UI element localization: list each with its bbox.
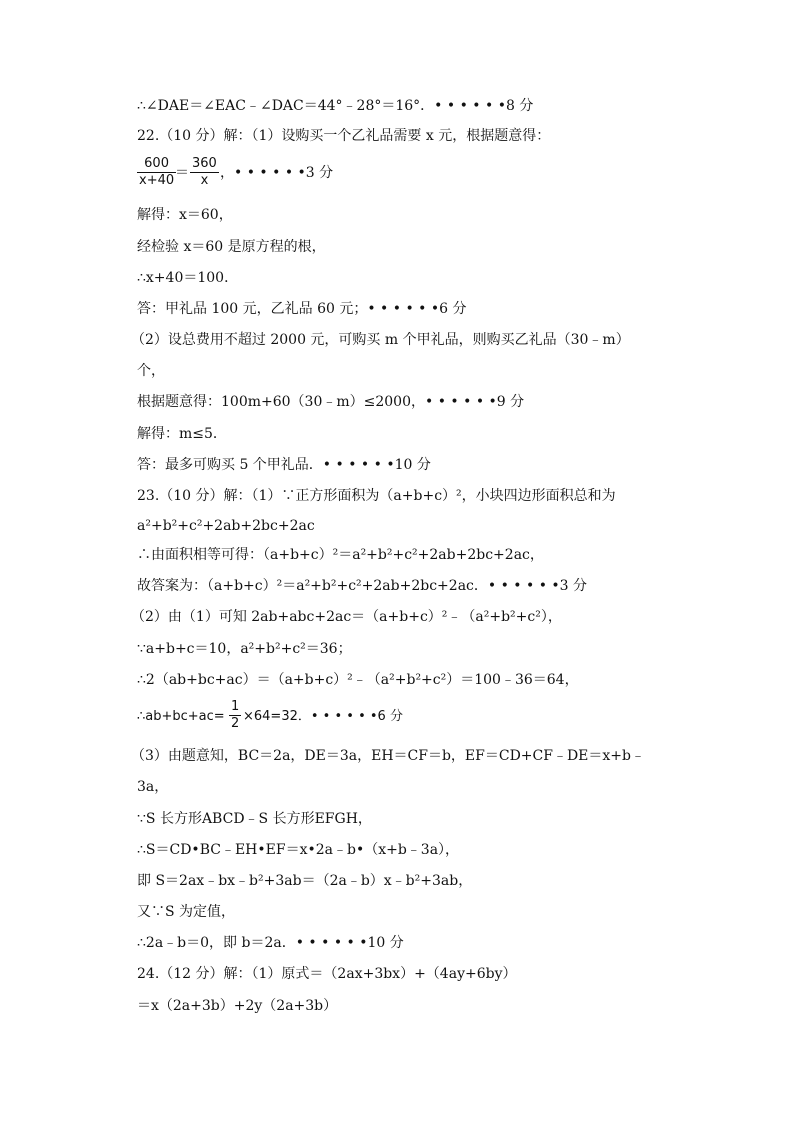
line-19: ∴2（ab+bc+ac）＝（a+b+c）²﹣（a²+b²+c²）＝100﹣36＝64， xyxy=(137,672,579,688)
line-28: 24.（12 分）解：（1）原式＝（2ax+3bx）+（4ay+6by） xyxy=(137,966,517,982)
line-7: 答：甲礼品 100 元，乙礼品 60 元；• • • • • •6 分 xyxy=(137,301,467,317)
line-17: （2）由（1）可知 2ab+abc+2ac＝（a+b+c）²﹣（a²+b²+c²）， xyxy=(131,609,562,625)
fraction-600-over-x40 xyxy=(137,156,176,189)
line-11: 解得：m≤5． xyxy=(137,426,227,442)
line-4: 解得：x＝60， xyxy=(137,207,233,223)
line-14: a²+b²+c²+2ab+2bc+2ac xyxy=(137,518,315,534)
fraction-denominator: x+40 xyxy=(139,173,175,188)
line-3-score: ，• • • • • •3 分 xyxy=(220,165,334,181)
fraction-numerator: 600 xyxy=(137,156,176,173)
line-20-head: ∴ab+bc+ac= xyxy=(137,709,225,724)
fraction-denominator: 2 xyxy=(231,716,240,731)
line-10: 根据题意得：100m+60（30﹣m）≤2000，• • • • • •9 分 xyxy=(137,394,525,410)
fraction-numerator: 1 xyxy=(231,699,240,714)
line-16: 故答案为：（a+b+c）²＝a²+b²+c²+2ab+2bc+2ac．• • • • • •3 分 xyxy=(137,578,588,594)
line-23: ∵S 长方形ABCD﹣S 长方形EFGH， xyxy=(137,811,372,827)
line-24: ∴S＝CD•BC﹣EH•EF＝x•2a﹣b•（x+b﹣3a）， xyxy=(137,842,460,858)
line-22: 3a， xyxy=(137,779,169,795)
line-27: ∴2a﹣b＝0，即 b＝2a．• • • • • •10 分 xyxy=(137,935,404,951)
line-29: ＝x（2a+3b）+2y（2a+3b） xyxy=(137,998,338,1014)
line-12: 答：最多可购买 5 个甲礼品．• • • • • •10 分 xyxy=(137,457,431,473)
line-26: 又∵S 为定值， xyxy=(137,904,236,920)
fraction-denominator: x xyxy=(200,173,209,188)
fraction-360-over-x xyxy=(190,156,219,189)
line-21: （3）由题意知，BC＝2a，DE＝3a，EH＝CF＝b，EF＝CD+CF﹣DE＝x+b﹣ xyxy=(131,748,645,764)
line-20-tail: ×64=32．• • • • • •6 分 xyxy=(243,709,403,724)
line-2: 22.（10 分）解：（1）设购买一个乙礼品需要 x 元，根据题意得： xyxy=(137,128,551,144)
line-6: ∴x+40＝100． xyxy=(137,270,239,286)
equals-sign: ＝ xyxy=(175,165,189,181)
line-9: 个， xyxy=(137,363,165,379)
line-18: ∵a+b+c＝10，a²+b²+c²＝36； xyxy=(137,641,352,657)
line-25: 即 S＝2ax﹣bx﹣b²+3ab＝（2a﹣b）x﹣b²+3ab， xyxy=(137,873,473,889)
line-8: （2）设总费用不超过 2000 元，可购买 m 个甲礼品，则购买乙礼品（30﹣m） xyxy=(131,332,630,348)
line-5: 经检验 x＝60 是原方程的根， xyxy=(137,239,326,255)
line-15: ∴由面积相等可得：（a+b+c）²＝a²+b²+c²+2ab+2bc+2ac， xyxy=(137,547,544,563)
line-13: 23.（10 分）解：（1）∵正方形面积为（a+b+c）²，小块四边形面积总和为 xyxy=(137,488,616,504)
fraction-numerator: 360 xyxy=(192,156,217,171)
fraction-one-half xyxy=(229,699,241,732)
line-1: ∴∠DAE＝∠EAC﹣∠DAC＝44°﹣28°＝16°．• • • • • •8 分 xyxy=(137,98,534,114)
